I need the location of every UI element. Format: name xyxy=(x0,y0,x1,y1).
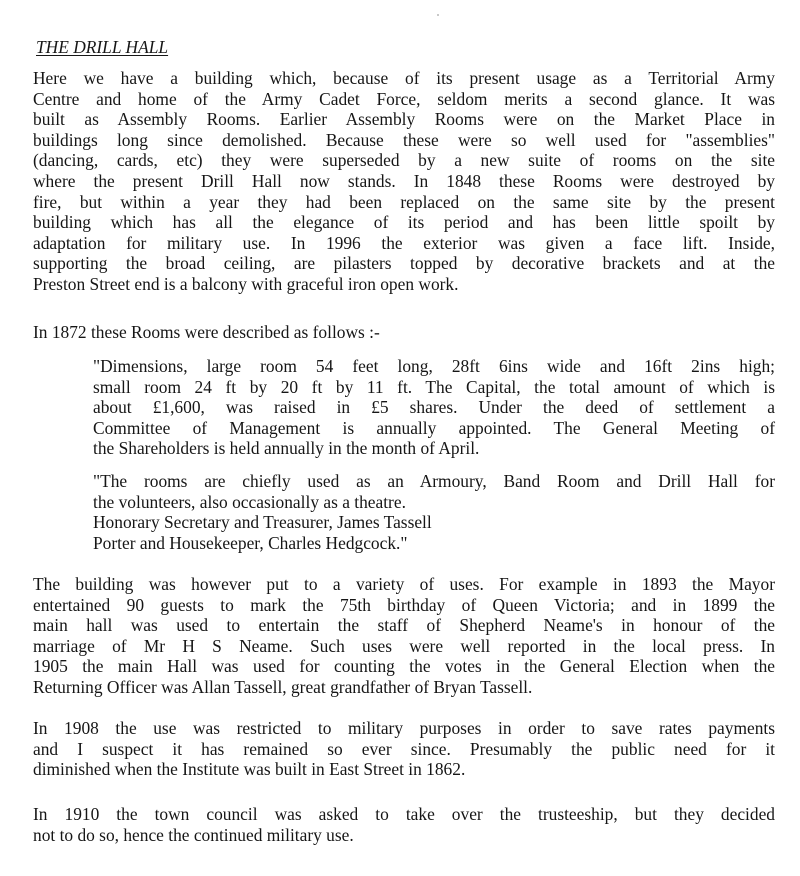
quote-line: about £1,600, was raised in £5 shares. Under the deed of settlement a xyxy=(93,397,775,418)
quote-line: Committee of Management is annually appointed. The General Meeting of xyxy=(93,417,775,438)
text-line: Here we have a building which, because of its present usage as a Territorial Army xyxy=(33,68,775,88)
text-line: and I suspect it has remained so ever since. Presumably the public need for it xyxy=(33,738,775,759)
text-line: fire, but within a year they had been replaced on the same site by the present xyxy=(33,191,775,212)
text-line: diminished when the Institute was built in East Street in 1862. xyxy=(33,759,466,780)
text-line: adaptation for military use. In 1996 the exterior was given a face lift. Inside, xyxy=(33,232,775,253)
text-line: built as Assembly Rooms. Earlier Assembly Rooms were on the Market Place in xyxy=(33,109,775,130)
text-line: Centre and home of the Army Cadet Force, seldom merits a second glance. It was xyxy=(33,88,775,109)
paragraph-1908 xyxy=(33,718,775,780)
text-line: 1905 the main Hall was used for counting the votes in the General Election when the xyxy=(33,656,775,677)
paragraph-intro xyxy=(33,68,775,295)
text-line: Preston Street end is a balcony with graceful iron open work. xyxy=(33,273,459,294)
text-line: where the present Drill Hall now stands. In 1848 these Rooms were destroyed by xyxy=(33,170,775,191)
text-line: The building was however put to a variety of uses. For example in 1893 the Mayor xyxy=(33,574,775,594)
text-line: Returning Officer was Allan Tassell, great grandfather of Bryan Tassell. xyxy=(33,676,533,697)
text-line: not to do so, hence the continued military use. xyxy=(33,824,354,845)
quote-line: the Shareholders is held annually in the month of April. xyxy=(93,438,480,459)
text-line: supporting the broad ceiling, are pilasters topped by decorative brackets and at the xyxy=(33,253,775,274)
text-line: entertained 90 guests to mark the 75th birthday of Queen Victoria; and in 1899 the xyxy=(33,594,775,615)
quote-line: "Dimensions, large room 54 feet long, 28ft 6ins wide and 16ft 2ins high; xyxy=(93,356,775,376)
quote-line: the volunteers, also occasionally as a theatre. xyxy=(93,491,406,512)
text-line: building which has all the elegance of its period and has been little spoilt by xyxy=(33,212,775,233)
text-line: In 1908 the use was restricted to military purposes in order to save rates payments xyxy=(33,718,775,738)
text-line: main hall was used to entertain the staff of Shepherd Neame's in honour of the xyxy=(33,615,775,636)
quote-usage xyxy=(93,471,775,553)
text-line: (dancing, cards, etc) they were superseded by a new suite of rooms on the site xyxy=(33,150,775,171)
quote-line: "The rooms are chiefly used as an Armoury, Band Room and Drill Hall for xyxy=(93,471,775,491)
paragraph-uses xyxy=(33,574,775,698)
scan-speck xyxy=(437,14,439,16)
paragraph-1910 xyxy=(33,804,775,845)
quote-line: Honorary Secretary and Treasurer, James Tassell xyxy=(93,512,432,533)
text-line: marriage of Mr H S Neame. Such uses were well reported in the local press. In xyxy=(33,635,775,656)
paragraph-1872-intro xyxy=(33,322,775,343)
text-line: In 1910 the town council was asked to take over the trusteeship, but they decided xyxy=(33,804,775,824)
text-line: buildings long since demolished. Because these were so well used for "assemblies" xyxy=(33,129,775,150)
quote-line: Porter and Housekeeper, Charles Hedgcock." xyxy=(93,532,408,553)
page-title: THE DRILL HALL xyxy=(36,37,169,57)
text-line: In 1872 these Rooms were described as follows :- xyxy=(33,322,380,342)
quote-line: small room 24 ft by 20 ft by 11 ft. The Capital, the total amount of which is xyxy=(93,376,775,397)
quote-dimensions xyxy=(93,356,775,459)
